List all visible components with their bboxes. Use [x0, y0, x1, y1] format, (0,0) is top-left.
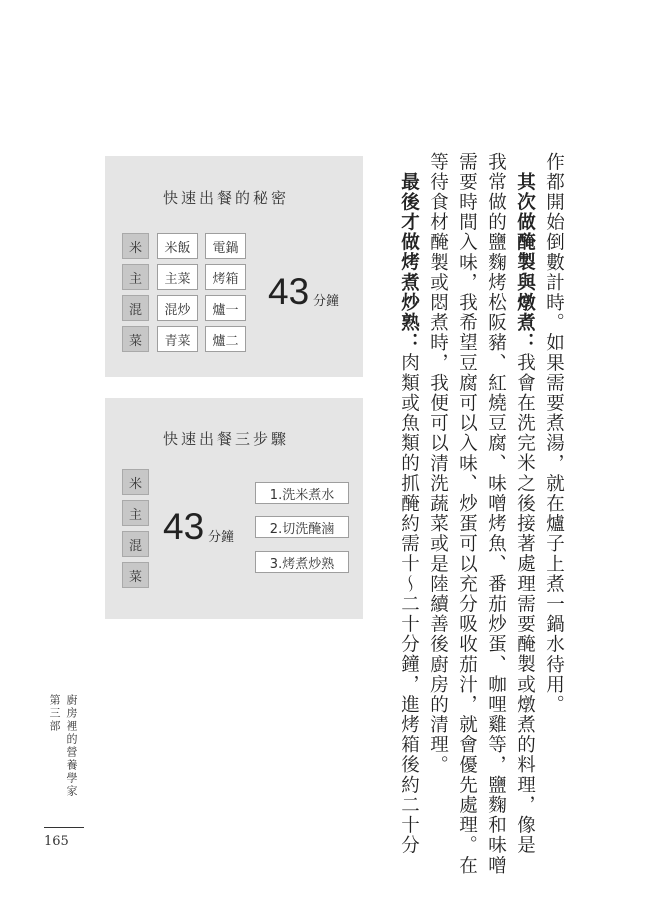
secret-box-unit: 分鐘 — [313, 294, 340, 309]
body-column-2 — [515, 172, 534, 855]
footer-rule — [44, 827, 84, 828]
tool-burner-2: 爐二 — [205, 326, 246, 352]
step-2: 2.切洗醃滷 — [255, 516, 349, 538]
dish-stirfry: 混炒 — [157, 295, 198, 321]
steps-box-title: 快速出餐三步驟 — [163, 430, 290, 448]
body-column-4-text: 需要時間入味，我希望豆腐可以入味、炒蛋可以充分吸收茄汁，就會優先處理。在 — [456, 152, 478, 876]
label-veg-2: 菜 — [122, 562, 149, 588]
label-mix-2: 混 — [122, 531, 149, 557]
body-column-6-text: 肉類或魚類的抓醃約需十～二十分鐘，進烤箱後約二十分 — [398, 352, 420, 856]
steps-box-minutes: 43 — [163, 506, 205, 547]
secret-box-minutes: 43 — [268, 271, 310, 312]
label-rice-2: 米 — [122, 469, 149, 495]
step-3: 3.烤煮炒熟 — [255, 551, 349, 573]
dish-greens: 青菜 — [157, 326, 198, 352]
body-column-4 — [457, 152, 476, 876]
tool-ricecooker: 電鍋 — [205, 233, 246, 259]
label-veg: 菜 — [122, 326, 149, 352]
steps-box-unit: 分鐘 — [208, 530, 235, 545]
body-column-6-lead: 最後才做烤煮炒熟： — [398, 172, 420, 353]
body-column-5 — [428, 152, 447, 775]
tool-burner-1: 爐一 — [205, 295, 246, 321]
body-column-1 — [544, 152, 563, 715]
part-number: 第三部 — [48, 694, 61, 733]
body-column-2-text: 我會在洗完米之後接著處理需要醃製或燉煮的料理，像是 — [514, 352, 536, 856]
dish-main: 主菜 — [157, 264, 198, 290]
secret-box-title: 快速出餐的秘密 — [163, 189, 290, 207]
body-column-2-lead: 其次做醃製與燉煮： — [514, 172, 536, 353]
secret-box — [105, 156, 363, 377]
body-column-5-text: 等待食材醃製或悶煮時，我便可以清洗蔬菜或是陸續善後廚房的清理。 — [427, 152, 449, 776]
part-title: 廚房裡的營養學家 — [65, 694, 78, 798]
tool-oven: 烤箱 — [205, 264, 246, 290]
label-main-2: 主 — [122, 500, 149, 526]
body-column-1-text: 作都開始倒數計時。如果需要煮湯，就在爐子上煮一鍋水待用。 — [543, 152, 565, 715]
body-column-3-text: 我常做的鹽麴烤松阪豬、紅燒豆腐、味噌烤魚、番茄炒蛋、咖哩雞等，鹽麴和味噌 — [485, 152, 507, 876]
step-1: 1.洗米煮水 — [255, 482, 349, 504]
label-rice: 米 — [122, 233, 149, 259]
body-column-3 — [486, 152, 505, 876]
label-mix: 混 — [122, 295, 149, 321]
page-number: 165 — [44, 834, 69, 849]
steps-box — [105, 398, 363, 619]
label-main: 主 — [122, 264, 149, 290]
dish-rice: 米飯 — [157, 233, 198, 259]
body-column-6 — [399, 172, 418, 855]
